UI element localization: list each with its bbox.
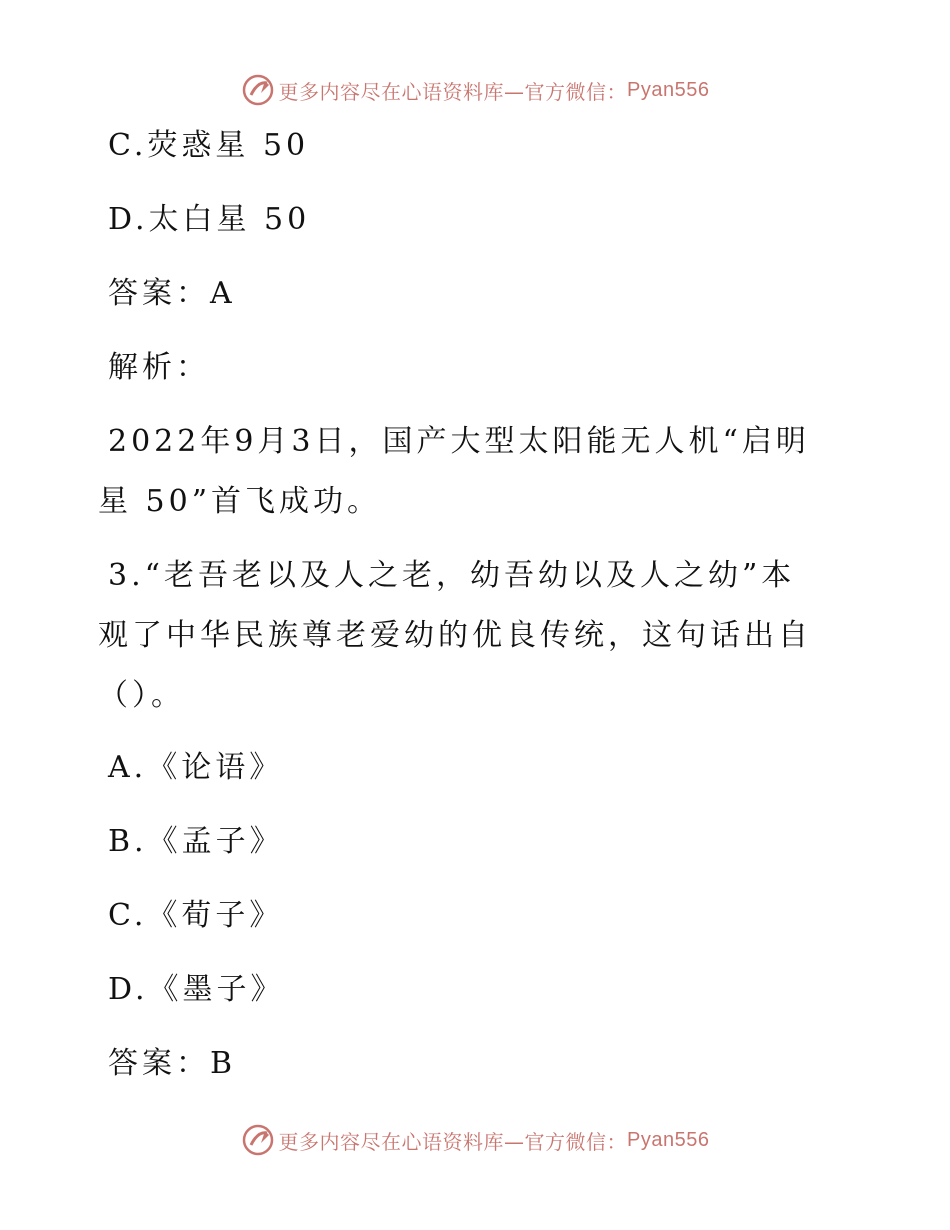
option-d: D.《墨子》	[108, 972, 285, 1007]
watermark-footer	[0, 1120, 950, 1160]
watermark-brand-text: 更多内容尽在心语资料库—官方微信：	[278, 79, 628, 104]
option-c: C.《荀子》	[108, 898, 284, 933]
analysis-text-line-1: 2022年9月3日，国产大型太阳能无人机“启明	[108, 424, 810, 459]
watermark-wechat-id: Pyan556	[627, 78, 710, 101]
watermark-brand-text: 更多内容尽在心语资料库—官方微信：	[278, 1129, 628, 1154]
option-d-previous: D.太白星 50	[108, 202, 311, 237]
brand-logo-icon	[241, 1123, 275, 1157]
question-3-line-2: 观了中华民族尊老爱幼的优良传统，这句话出自	[98, 618, 812, 653]
analysis-label: 解析：	[108, 350, 210, 385]
question-3-line-1: 3.“老吾老以及人之老，幼吾幼以及人之幼”本	[108, 558, 796, 593]
option-b: B.《孟子》	[108, 824, 284, 859]
analysis-text-line-2: 星 50”首飞成功。	[98, 484, 382, 519]
answer-previous: 答案：A	[108, 276, 236, 311]
option-a: A.《论语》	[108, 750, 284, 785]
answer: 答案：B	[108, 1046, 237, 1081]
option-c-previous: C.荧惑星 50	[108, 128, 310, 163]
watermark-wechat-id: Pyan556	[627, 1128, 710, 1151]
question-3-line-3: （）。	[98, 678, 185, 713]
